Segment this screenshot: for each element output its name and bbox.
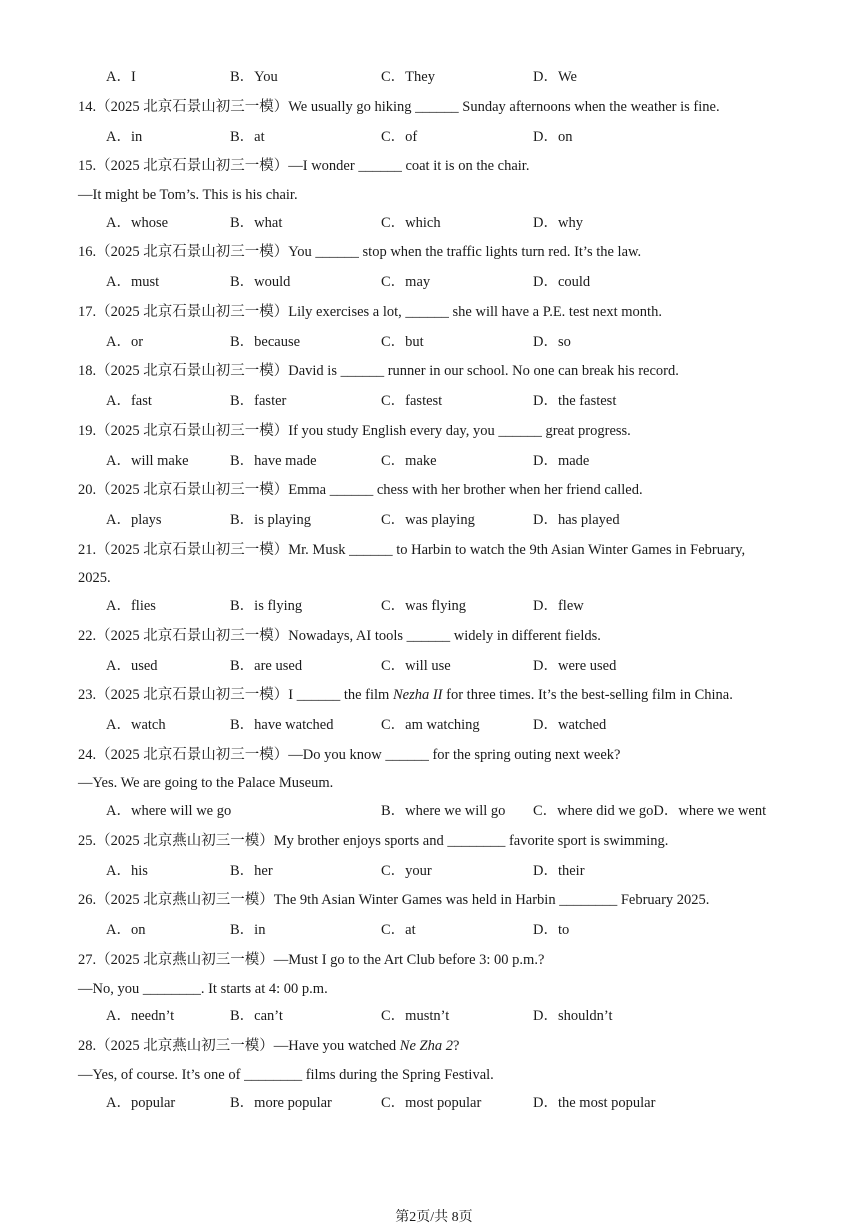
option-b: B．can’t bbox=[230, 1008, 283, 1024]
option-a: A．needn’t bbox=[106, 1008, 175, 1024]
option-c: C．most popular bbox=[381, 1095, 482, 1111]
question-28-reply: —Yes, of course. It’s one of ________ films during the Spring Festival. bbox=[78, 1067, 494, 1083]
option-d: D．made bbox=[533, 453, 590, 469]
option-c: C．but bbox=[381, 334, 424, 350]
option-b: B．have made bbox=[230, 453, 317, 469]
question-27-reply: —No, you ________. It starts at 4: 00 p.m. bbox=[78, 981, 328, 997]
option-d: D．flew bbox=[533, 598, 584, 614]
option-d: D．shouldn’t bbox=[533, 1008, 613, 1024]
option-c-d: C．where did we goD．where we went bbox=[533, 803, 767, 819]
option-a: A．I bbox=[106, 69, 136, 85]
question-21-continued: 2025. bbox=[78, 570, 111, 586]
option-b: B．what bbox=[230, 215, 283, 231]
option-d: D．why bbox=[533, 215, 583, 231]
film-title: Nezha II bbox=[392, 687, 443, 703]
option-c: C．may bbox=[381, 274, 431, 290]
option-a: A．where will we go bbox=[106, 803, 232, 819]
option-c: C．am watching bbox=[381, 717, 480, 733]
option-a: A．fast bbox=[106, 393, 152, 409]
option-d: D．on bbox=[533, 129, 573, 145]
question-23 bbox=[78, 686, 733, 704]
question-21: 21.（2025 北京石景山初三一模）Mr. Musk ______ to Harbin to watch the 9th Asian Winter Games in February, bbox=[78, 542, 746, 558]
question-16: 16.（2025 北京石景山初三一模）You ______ stop when the traffic lights turn red. It’s the law. bbox=[78, 244, 642, 260]
option-c: C．will use bbox=[381, 658, 451, 674]
option-a: A．in bbox=[106, 129, 143, 145]
question-23-pre: 23.（2025 北京石景山初三一模）I ______ the film bbox=[78, 687, 393, 703]
question-28-pre: 28.（2025 北京燕山初三一模）—Have you watched bbox=[78, 1038, 400, 1054]
option-b: B．faster bbox=[230, 393, 287, 409]
option-b: B．more popular bbox=[230, 1095, 332, 1111]
question-27: 27.（2025 北京燕山初三一模）—Must I go to the Art Club before 3: 00 p.m.? bbox=[78, 952, 545, 968]
question-23-post: for three times. It’s the best-selling film in China. bbox=[442, 687, 733, 703]
option-d: D．were used bbox=[533, 658, 617, 674]
question-15: 15.（2025 北京石景山初三一模）—I wonder ______ coat it is on the chair. bbox=[78, 158, 530, 174]
option-b: B．You bbox=[230, 69, 278, 85]
option-a: A．used bbox=[106, 658, 158, 674]
option-a: A．flies bbox=[106, 598, 156, 614]
question-24: 24.（2025 北京石景山初三一模）—Do you know ______ for the spring outing next week? bbox=[78, 747, 621, 763]
film-title: Ne Zha 2 bbox=[399, 1038, 453, 1054]
question-15-reply: —It might be Tom’s. This is his chair. bbox=[78, 187, 298, 203]
option-c: C．make bbox=[381, 453, 437, 469]
option-b: B．where we will go bbox=[381, 803, 506, 819]
option-d: D．so bbox=[533, 334, 571, 350]
option-b: B．in bbox=[230, 922, 266, 938]
option-c: C．of bbox=[381, 129, 418, 145]
option-c: C．was playing bbox=[381, 512, 475, 528]
option-c: C．at bbox=[381, 922, 416, 938]
option-a: A．plays bbox=[106, 512, 162, 528]
option-c: C．your bbox=[381, 863, 432, 879]
question-20: 20.（2025 北京石景山初三一模）Emma ______ chess with her brother when her friend called. bbox=[78, 482, 643, 498]
option-a: A．or bbox=[106, 334, 144, 350]
option-b: B．is playing bbox=[230, 512, 311, 528]
option-a: A．his bbox=[106, 863, 148, 879]
option-b: B．are used bbox=[230, 658, 303, 674]
option-d: D．their bbox=[533, 863, 585, 879]
option-b: B．her bbox=[230, 863, 273, 879]
option-b: B．is flying bbox=[230, 598, 303, 614]
question-22: 22.（2025 北京石景山初三一模）Nowadays, AI tools ______ widely in different fields. bbox=[78, 628, 601, 644]
question-14: 14.（2025 北京石景山初三一模）We usually go hiking ______ Sunday afternoons when the weather is fine. bbox=[78, 99, 720, 115]
option-d: D．has played bbox=[533, 512, 620, 528]
option-c: C．mustn’t bbox=[381, 1008, 450, 1024]
option-a: A．on bbox=[106, 922, 146, 938]
option-a: A．watch bbox=[106, 717, 166, 733]
option-d: D．watched bbox=[533, 717, 607, 733]
question-28-post: ? bbox=[452, 1038, 460, 1054]
option-c: C．They bbox=[381, 69, 435, 85]
page-number: 第2页/共 8页 bbox=[395, 1210, 473, 1225]
option-b: B．have watched bbox=[230, 717, 334, 733]
option-b: B．at bbox=[230, 129, 265, 145]
option-a: A．must bbox=[106, 274, 160, 290]
question-28 bbox=[78, 1037, 459, 1055]
option-d: D．could bbox=[533, 274, 591, 290]
question-17: 17.（2025 北京石景山初三一模）Lily exercises a lot, ______ she will have a P.E. test next month. bbox=[78, 304, 662, 320]
option-d: D．the fastest bbox=[533, 393, 617, 409]
option-b: B．would bbox=[230, 274, 291, 290]
question-18: 18.（2025 北京石景山初三一模）David is ______ runner in our school. No one can break his record. bbox=[78, 363, 679, 379]
option-c: C．fastest bbox=[381, 393, 443, 409]
option-a: A．will make bbox=[106, 453, 189, 469]
option-c: C．was flying bbox=[381, 598, 466, 614]
option-c: C．which bbox=[381, 215, 441, 231]
option-d: D．We bbox=[533, 69, 577, 85]
option-a: A．popular bbox=[106, 1095, 176, 1111]
question-25: 25.（2025 北京燕山初三一模）My brother enjoys sports and ________ favorite sport is swimming. bbox=[78, 833, 669, 849]
question-24-reply: —Yes. We are going to the Palace Museum. bbox=[78, 775, 334, 791]
option-b: B．because bbox=[230, 334, 301, 350]
option-d: D．to bbox=[533, 922, 570, 938]
option-a: A．whose bbox=[106, 215, 169, 231]
question-19: 19.（2025 北京石景山初三一模）If you study English every day, you ______ great progress. bbox=[78, 423, 631, 439]
option-d: D．the most popular bbox=[533, 1095, 656, 1111]
question-26: 26.（2025 北京燕山初三一模）The 9th Asian Winter Games was held in Harbin ________ February 2025. bbox=[78, 892, 710, 908]
